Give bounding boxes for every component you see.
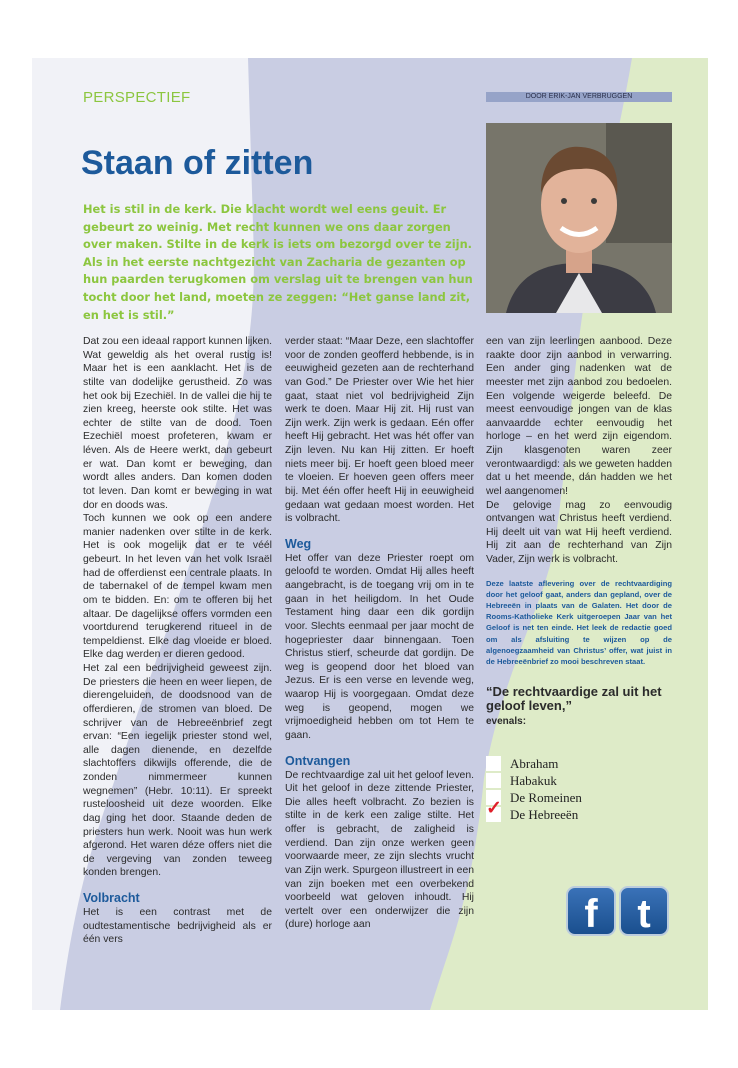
facebook-icon[interactable]: f xyxy=(566,886,616,936)
article-lead: Het is stil in de kerk. Die klacht wordt wel eens geuit. Er gebeurt zo weinig. Met recht kunnen we ons daar zorgen over maken. Stilte in de kerk is iets om bezorgd over te zijn. Als in het eerste nachtgezicht van Zacharia de gezanten op hun paarden terugkomen om verslag uit te brengen van hun tocht door het land, moeten ze zeggen: “Het ganse land zit, en het is stil.” xyxy=(83,202,473,322)
subheading-ontvangen: Ontvangen xyxy=(285,753,351,768)
editorial-note: Deze laatste aflevering over de rechtvaardiging door het geloof gaat, anders dan gepland, over de Hebreeën in plaats van de Galaten. Het door de Rooms-Katholieke Kerk uitgeroepen Jaar van het Geloof is net ten einde. Het leek de redactie goed om als afsluiting te wijzen op de algenoegzaamheid van Christus’ offer, wat juist in de Hebreeënbrief zo mooi beschreven staat. xyxy=(486,578,672,667)
paragraph: een van zijn leerlingen aanbood. Deze raakte door zijn aanbod in verwarring. Een ander ging nadenken wat de meester met zijn aanbod zou bedoelen. Een volgende weigerde beleefd. De meest eenvoudige jongen van de klas aanvaardde echter eenvoudig het horloge – en het werd zijn eigendom. Zijn klasgenoten waren zeer verontwaardigd: als we geweten hadden dat u het meende, dán hadden we het wel aangenomen! xyxy=(486,336,673,497)
portrait-image xyxy=(486,123,672,313)
article-title: Staan of zitten xyxy=(81,144,314,182)
checklist-item[interactable] xyxy=(486,789,672,806)
social-icons xyxy=(566,886,669,936)
checkmark-icon: ✓ xyxy=(486,797,502,819)
magazine-page xyxy=(32,58,708,1010)
column-3 xyxy=(486,335,672,823)
checklist-label: Habakuk xyxy=(510,772,557,788)
paragraph: verder staat: “Maar Deze, een slachtoffer voor de zonden geofferd hebbende, is in eeuwigheid gezeten aan de rechterhand van God.” De Priester over Wie het hier gaat, staat niet vol bedrijvigheid Zijn werk te doen. Maar Hij zit. Hij rust van Zijn werk. Zijn werk is gedaan. Eén offer heeft Hij gebracht. Het was hét offer van Zijn leven. Nu kan Hij zitten. Er hoeft niets meer bij. Er hoeft geen bloed meer te vloeien. Er hoeven geen offers meer bij. Met één offer heeft Hij in eeuwigheid gedaan wat gedaan moest worden. Het is volbracht. xyxy=(285,336,474,525)
column-2 xyxy=(285,335,474,931)
paragraph: Het is een contrast met de oudtestamentische bedrijvigheid als er één vers xyxy=(83,907,272,946)
column-1 xyxy=(83,335,272,946)
checklist xyxy=(486,755,672,823)
subheading-volbracht: Volbracht xyxy=(83,891,140,905)
checkbox[interactable] xyxy=(486,756,501,771)
quote-suffix: evenals: xyxy=(486,716,527,728)
checkbox-checked[interactable] xyxy=(486,797,502,822)
twitter-icon[interactable]: t xyxy=(619,886,669,936)
checklist-label: De Romeinen xyxy=(510,789,582,805)
subheading-weg: Weg xyxy=(285,536,312,551)
paragraph: Toch kunnen we ook op een andere manier nadenken over stilte in de kerk. Het is ook mogelijk dat er te véél gebeurt. In het leven van het volk Israël had de offerdienst een centrale plaats. In de tabernakel of de tempel kwam men om te bidden. En: om te offeren bij het altaar. De dagelijkse offers vormden een voortdurend terugkerend ritueel in de tempeldienst. Elke dag vloeide er bloed. Elke dag werden er dieren gedood. xyxy=(83,513,272,661)
paragraph: De rechtvaardige zal uit het geloof leven. Uit het geloof in deze zittende Priester, Die alles heeft volbracht. Zo bezien is stilte in de kerk een zalige stilte. Het offer is gebracht, de zaligheid is verdiend. Dan zijn onze werken geen voorwaarde meer, ze zijn slechts vrucht van Zijn werk. Spurgeon illustreert in een van zijn boeken met een overbekend voorbeeld wat geloven inhoudt. Hij vertelt over een onderwijzer die zijn (dure) horloge aan xyxy=(285,769,474,931)
paragraph: Het offer van deze Priester roept om geloofd te worden. Omdat Hij alles heeft aangebracht, is de toegang vrij om in te gaan in het heiligdom. In het Oude Testament hing daar een dik gordijn voor. Slechts eenmaal per jaar mocht de hogepriester daar binnengaan. Toen Christus stierf, scheurde dat gordijn. De weg is geopend door het bloed van Jezus. Er is een verse en levende weg, waarop Hij is voorgegaan. Omdat deze weg is geopend, mogen we vrijmoedigheid hebben om tot Hem te gaan. xyxy=(285,552,474,741)
paragraph: Dat zou een ideaal rapport kunnen lijken. Wat geweldig als het overal rustig is! Maar het is een aanklacht. Het is de stilte van dodelijke gerustheid. Zo was het ook bij Ezechiël. In de vallei die hij te zien kreeg, heerste ook stilte. Het was echter de stilte van de dood. Toen Ezechiël moest profeteren, kwam er léven. Als de Heere werkt, dan gebeurt er wat. Dan komt er beweging, dan wordt alles anders. Dan komen doden tot leven. Dan komt er beweging in wat dor en doods was. xyxy=(83,336,272,511)
paragraph: Het zal een bedrijvigheid geweest zijn. De priesters die heen en weer liepen, de dierengeluiden, de doodsnood van de offerdieren, de stromen van bloed. De schrijver van de Hebreeënbrief zegt ervan: “Een iegelijk priester stond wel, alle dagen dienende, en dezelfde slachtoffers dikwijls offerende, die de zonden nimmermeer kunnen wegnemen” (Hebr. 10:11). Er spreekt rusteloosheid uit deze woorden. Elke dag ging het door. Staande deden de priesters hun werk. Nooit was hun werk afgerond. Het waren déze offers niet die de vergeving van zonden teweeg konden brengen. xyxy=(83,663,272,879)
section-label: PERSPECTIEF xyxy=(83,89,191,106)
checkbox[interactable] xyxy=(486,773,501,788)
checklist-item[interactable] xyxy=(486,755,672,772)
pull-quote: “De rechtvaardige zal uit het geloof leven,” xyxy=(486,684,662,714)
checklist-label: Abraham xyxy=(510,755,559,771)
author-photo xyxy=(486,123,672,313)
byline: DOOR ERIK-JAN VERBRUGGEN xyxy=(486,92,672,102)
paragraph: De gelovige mag zo eenvoudig ontvangen wat Christus heeft verdiend. Hij deelt uit van wat Hij heeft verdiend. Hij zit aan de rechterhand van Zijn Vader, Zijn werk is volbracht. xyxy=(486,499,672,565)
checklist-label: De Hebreeën xyxy=(510,806,579,822)
checklist-item[interactable] xyxy=(486,772,672,789)
